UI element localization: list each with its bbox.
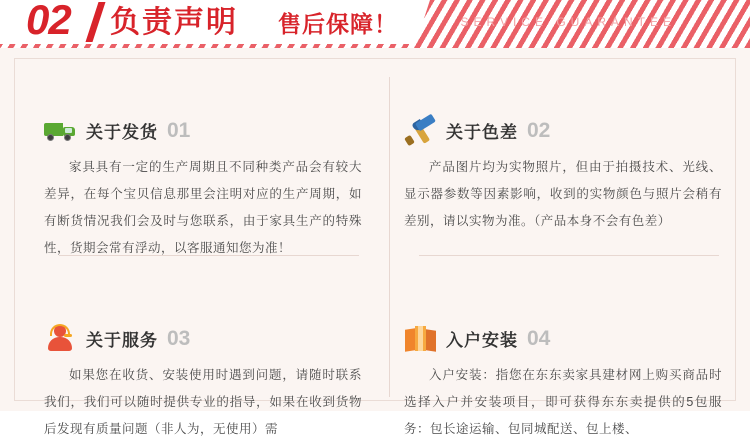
section-home-installation (404, 320, 734, 443)
section-service-title: 关于服务 (86, 330, 158, 350)
hammer-icon (404, 115, 438, 145)
section-color-difference (404, 112, 734, 235)
section-home-installation-header (404, 320, 734, 356)
banner-content (0, 0, 750, 48)
truck-icon (44, 115, 78, 145)
banner-subtitle: 售后保障！ (278, 11, 398, 37)
section-banner (0, 0, 750, 48)
section-shipping (44, 112, 374, 262)
customer-service-icon (44, 323, 78, 353)
section-color-difference-number: 02 (527, 118, 551, 142)
banner-slash-divider (86, 2, 106, 42)
package-boxes-icon (404, 323, 438, 353)
section-service-header (44, 320, 374, 356)
content-sheet (0, 48, 750, 436)
horizontal-divider-right (419, 255, 719, 256)
section-service (44, 320, 374, 443)
section-shipping-body: 家具具有一定的生产周期且不同种类产品会有较大差异，在每个宝贝信息那里会注明对应的生产周期，如有断货情况我们会及时与您联系，由于家具生产的特殊性，货期会常有浮动，以客服通知您为准！ (44, 160, 362, 255)
section-home-installation-number: 04 (527, 326, 551, 350)
banner-title: 负责声明 (110, 6, 238, 39)
section-service-number: 03 (167, 326, 191, 350)
banner-english-caption: SERVICE GUARANTEE (460, 15, 676, 29)
section-service-body: 如果您在收货、安装使用时遇到问题，请随时联系我们，我们可以随时提供专业的指导，如果在收到货物后发现有质量问题（非人为，无使用）需 (44, 368, 362, 436)
section-color-difference-title: 关于色差 (446, 122, 518, 142)
section-shipping-header (44, 112, 374, 148)
section-shipping-number: 01 (167, 118, 191, 142)
banner-number: 02 (26, 0, 71, 43)
section-color-difference-header (404, 112, 734, 148)
section-shipping-title: 关于发货 (86, 122, 158, 142)
section-home-installation-title: 入户安装 (446, 330, 518, 350)
vertical-divider (389, 77, 390, 397)
section-color-difference-body: 产品图片均为实物照片，但由于拍摄技术、光线、显示器参数等因素影响，收到的实物颜色与照片会稍有差别，请以实物为准。（产品本身不会有色差） (404, 160, 722, 228)
section-home-installation-body: 入户安装：指您在东东卖家具建材网上购买商品时选择入户并安装项目，即可获得东东卖提供的5包服务：包长途运输、包同城配送、包上楼、 (404, 368, 722, 436)
